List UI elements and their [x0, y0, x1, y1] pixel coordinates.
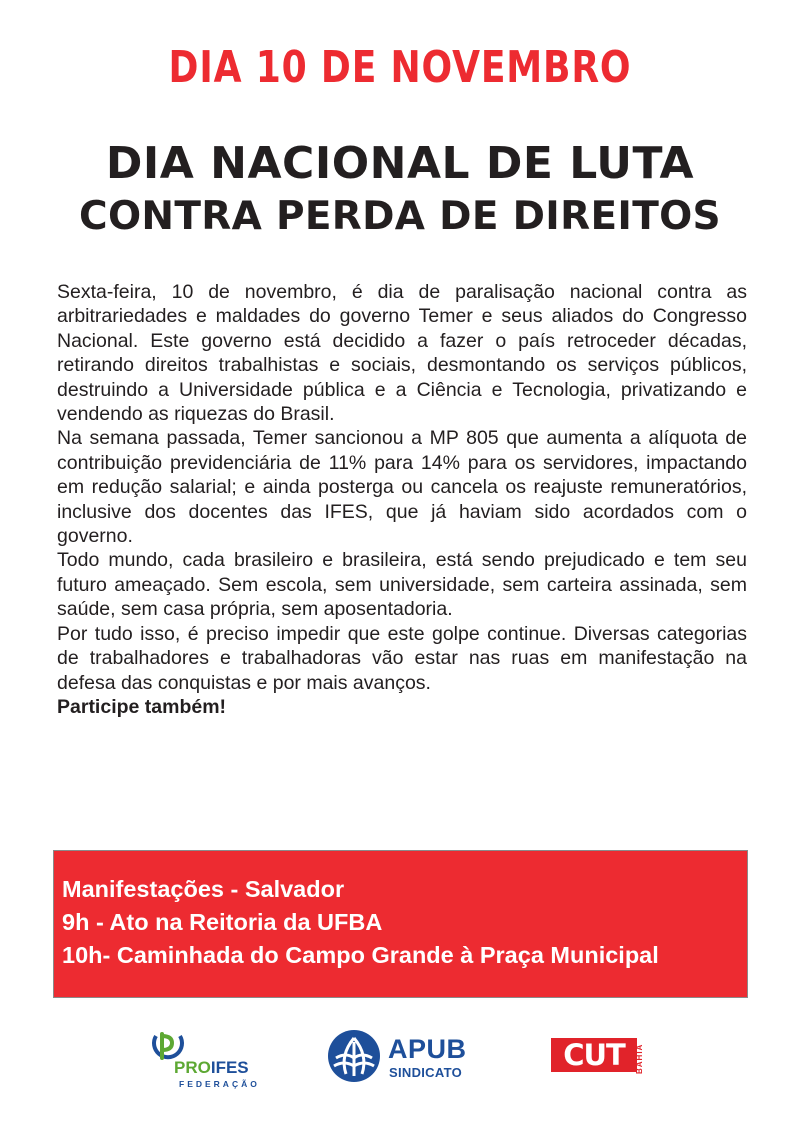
proifes-name-part2: IFES	[210, 1058, 249, 1077]
event-title: Manifestações - Salvador	[62, 876, 345, 902]
call-to-action: Participe também!	[57, 695, 227, 718]
apub-name: APUB	[388, 1034, 467, 1064]
event-box	[53, 850, 748, 998]
paragraph: Todo mundo, cada brasileiro e brasileira, está sendo prejudicado e tem seu futuro ameaçado. Sem escola, sem universidade, sem carteira assinada, sem saúde, sem casa própria, sem aposentadoria.	[57, 549, 747, 621]
paragraph: Por tudo isso, é preciso impedir que este golpe continue. Diversas categorias de trabalhadores e trabalhadoras vão estar nas ruas em manifestação na defesa das conquistas e por mais avanços.	[57, 622, 747, 694]
cut-name: CUT	[551, 1038, 637, 1072]
apub-logo	[326, 1028, 496, 1088]
date-title: DIA 10 DE NOVEMBRO	[168, 42, 632, 93]
paragraph: Na semana passada, Temer sancionou a MP 805 que aumenta a alíquota de contribuição previdenciária de 11% para 14% para os servidores, impactando em redução salarial; e ainda posterga ou cancela os reajuste remuneratórios, inclusive dos docentes das IFES, que já haviam sido acordados com o governo.	[57, 427, 747, 548]
proifes-logo	[148, 1028, 268, 1098]
proifes-subtitle: FEDERAÇÃO	[179, 1079, 260, 1089]
logos-row	[0, 1020, 800, 1110]
headline-line1: DIA NACIONAL DE LUTA	[105, 138, 695, 189]
headline-line2: CONTRA PERDA DE DIREITOS	[79, 194, 721, 239]
proifes-name-part1: PRO	[174, 1058, 211, 1077]
event-item: 9h - Ato na Reitoria da UFBA	[62, 909, 383, 935]
paragraph: Sexta-feira, 10 de novembro, é dia de paralisação nacional contra as arbitrariedades e maldades do governo Temer e seus aliados do Congresso Nacional. Este governo está decidido a fazer o país retroceder décadas, retirando direitos trabalhistas e sociais, desmontando os serviços públicos, destruindo a Universidade pública e a Ciência e Tecnologia, privatizando e vendendo as riquezas do Brasil.	[57, 281, 747, 426]
body-text	[57, 280, 747, 719]
apub-subtitle: SINDICATO	[389, 1065, 463, 1080]
apub-emblem-icon	[326, 1028, 382, 1084]
event-item: 10h- Caminhada do Campo Grande à Praça Municipal	[62, 942, 659, 968]
cut-logo	[551, 1038, 651, 1078]
cut-subtitle: BAHIA	[635, 1043, 644, 1074]
